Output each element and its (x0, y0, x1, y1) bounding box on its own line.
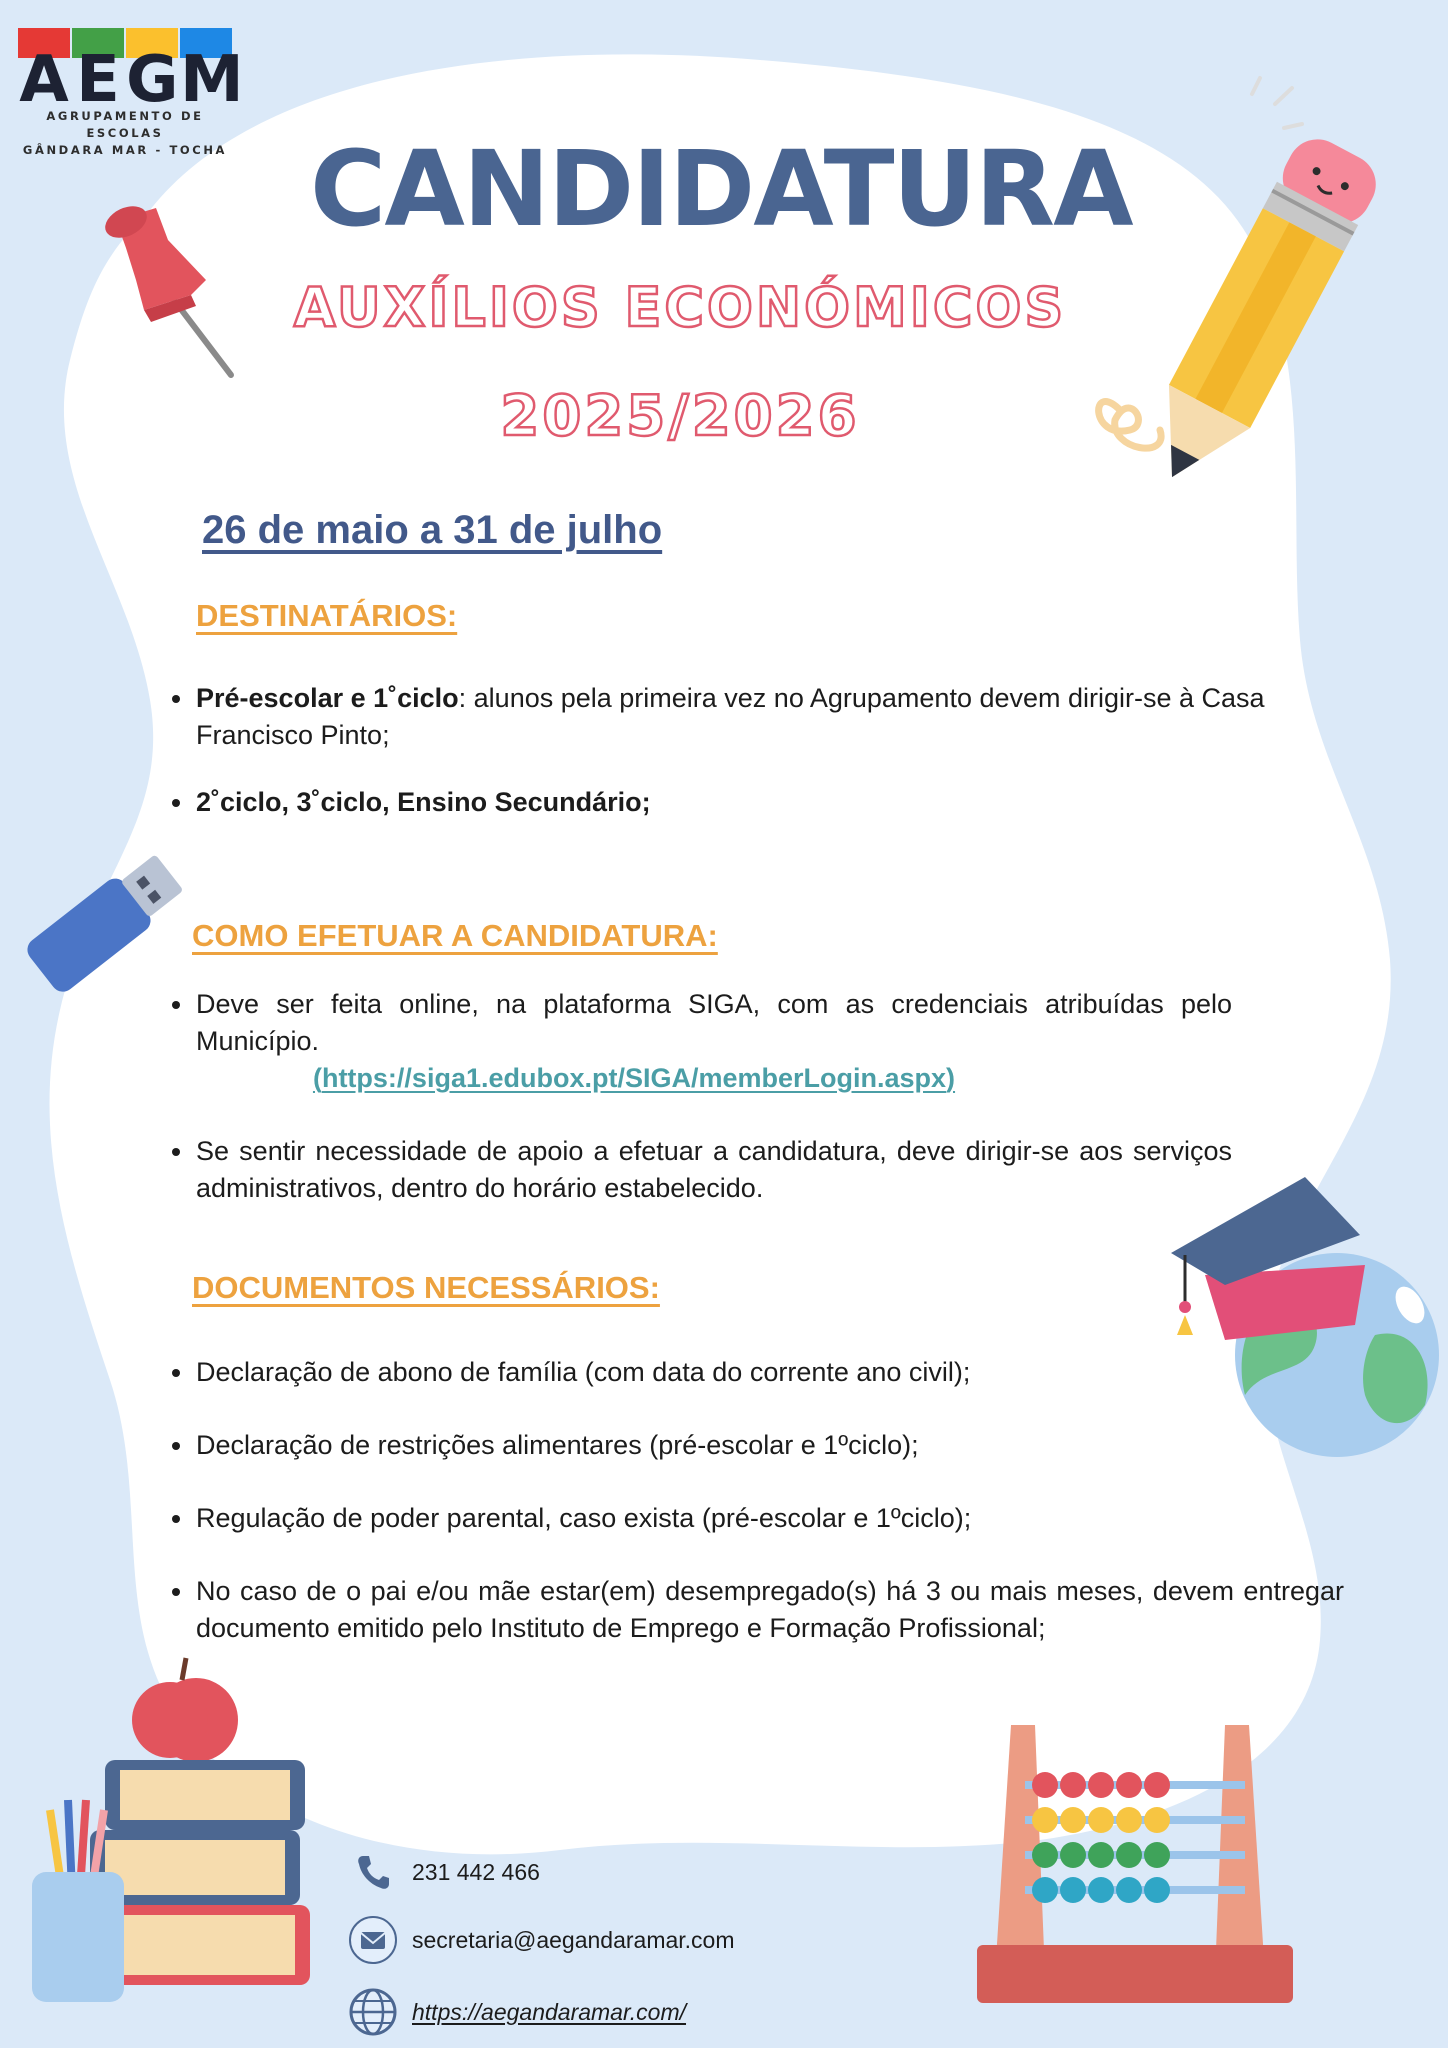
logo-subtitle-line1: AGRUPAMENTO DE ESCOLAS (46, 109, 204, 140)
como-list (172, 986, 1232, 1207)
list-item (172, 1573, 1344, 1647)
siga-link-text[interactable]: https://siga1.edubox.pt/SIGA/memberLogin.aspx (321, 1063, 947, 1093)
item-text: Declaração de abono de família (com data do corrente ano civil); (196, 1357, 971, 1387)
logo-subtitle-line2: GÂNDARA MAR - TOCHA (22, 143, 228, 157)
contact-block (348, 1847, 735, 2037)
heading-documentos: DOCUMENTOS NECESSÁRIOS: (192, 1270, 660, 1305)
email-icon (348, 1915, 398, 1965)
school-logo (18, 28, 248, 159)
list-item (172, 1354, 1344, 1391)
link-paren-close: ) (946, 1063, 956, 1093)
item-text: Se sentir necessidade de apoio a efetuar a candidatura, deve dirigir-se aos serviços administrativos, dentro do horário estabelecido. (196, 1136, 1232, 1203)
list-item (172, 1427, 1344, 1464)
heading-destinatarios: DESTINATÁRIOS: (196, 598, 458, 633)
usb-drive-icon (10, 820, 200, 1010)
item-text: Deve ser feita online, na plataforma SIGA, com as credenciais atribuídas pelo Município. (196, 989, 1232, 1056)
item-text: No caso de o pai e/ou mãe estar(em) desempregado(s) há 3 ou mais meses, devem entregar documento emitido pelo Instituto de Emprego e Formação Profissional; (196, 1576, 1344, 1643)
documentos-list (172, 1354, 1344, 1647)
website-link[interactable]: https://aegandaramar.com/ (412, 1998, 687, 2025)
list-item (172, 680, 1302, 754)
logo-tile-e: E (72, 28, 124, 102)
link-paren-open: ( (312, 1063, 322, 1093)
phone-number[interactable]: 231 442 466 (412, 1858, 540, 1885)
list-item (172, 784, 1302, 821)
heading-como-efetuar: COMO EFETUAR A CANDIDATURA: (192, 918, 718, 953)
books-apple-icon (20, 1650, 320, 2010)
contact-website[interactable] (348, 1987, 735, 2037)
pencil-icon (1070, 80, 1400, 480)
globe-icon (348, 1987, 398, 2037)
list-item (172, 1500, 1344, 1537)
list-item (172, 986, 1232, 1097)
siga-link[interactable] (36, 1060, 1232, 1097)
destinatarios-list (172, 680, 1302, 821)
list-item (172, 1133, 1232, 1207)
item-text: : alunos pela primeira vez no Agrupamento devem dirigir-se à Casa Francisco Pinto; (196, 683, 1265, 750)
page-subtitle: AUXÍLIOS ECONÓMICOS (293, 276, 1067, 339)
item-text: Regulação de poder parental, caso exista (pré-escolar e 1ºciclo); (196, 1503, 972, 1533)
item-text: Declaração de restrições alimentares (pré-escolar e 1ºciclo); (196, 1430, 919, 1460)
school-year: 2025/2026 (500, 384, 860, 449)
email-address[interactable]: secretaria@aegandaramar.com (412, 1926, 735, 1953)
contact-phone[interactable] (348, 1847, 735, 1897)
logo-tile-a: A (18, 28, 70, 102)
page-title: CANDIDATURA (310, 128, 1132, 250)
abacus-icon (975, 1715, 1295, 2005)
contact-email[interactable] (348, 1915, 735, 1965)
application-period: 26 de maio a 31 de julho (202, 508, 663, 552)
item-bold: 2˚ciclo, 3˚ciclo, Ensino Secundário; (196, 787, 651, 817)
logo-tile-m: M (180, 28, 232, 102)
item-bold: Pré-escolar e 1˚ciclo (196, 683, 459, 713)
push-pin-icon (96, 200, 246, 390)
phone-icon (348, 1847, 398, 1897)
logo-tile-g: G (126, 28, 178, 102)
